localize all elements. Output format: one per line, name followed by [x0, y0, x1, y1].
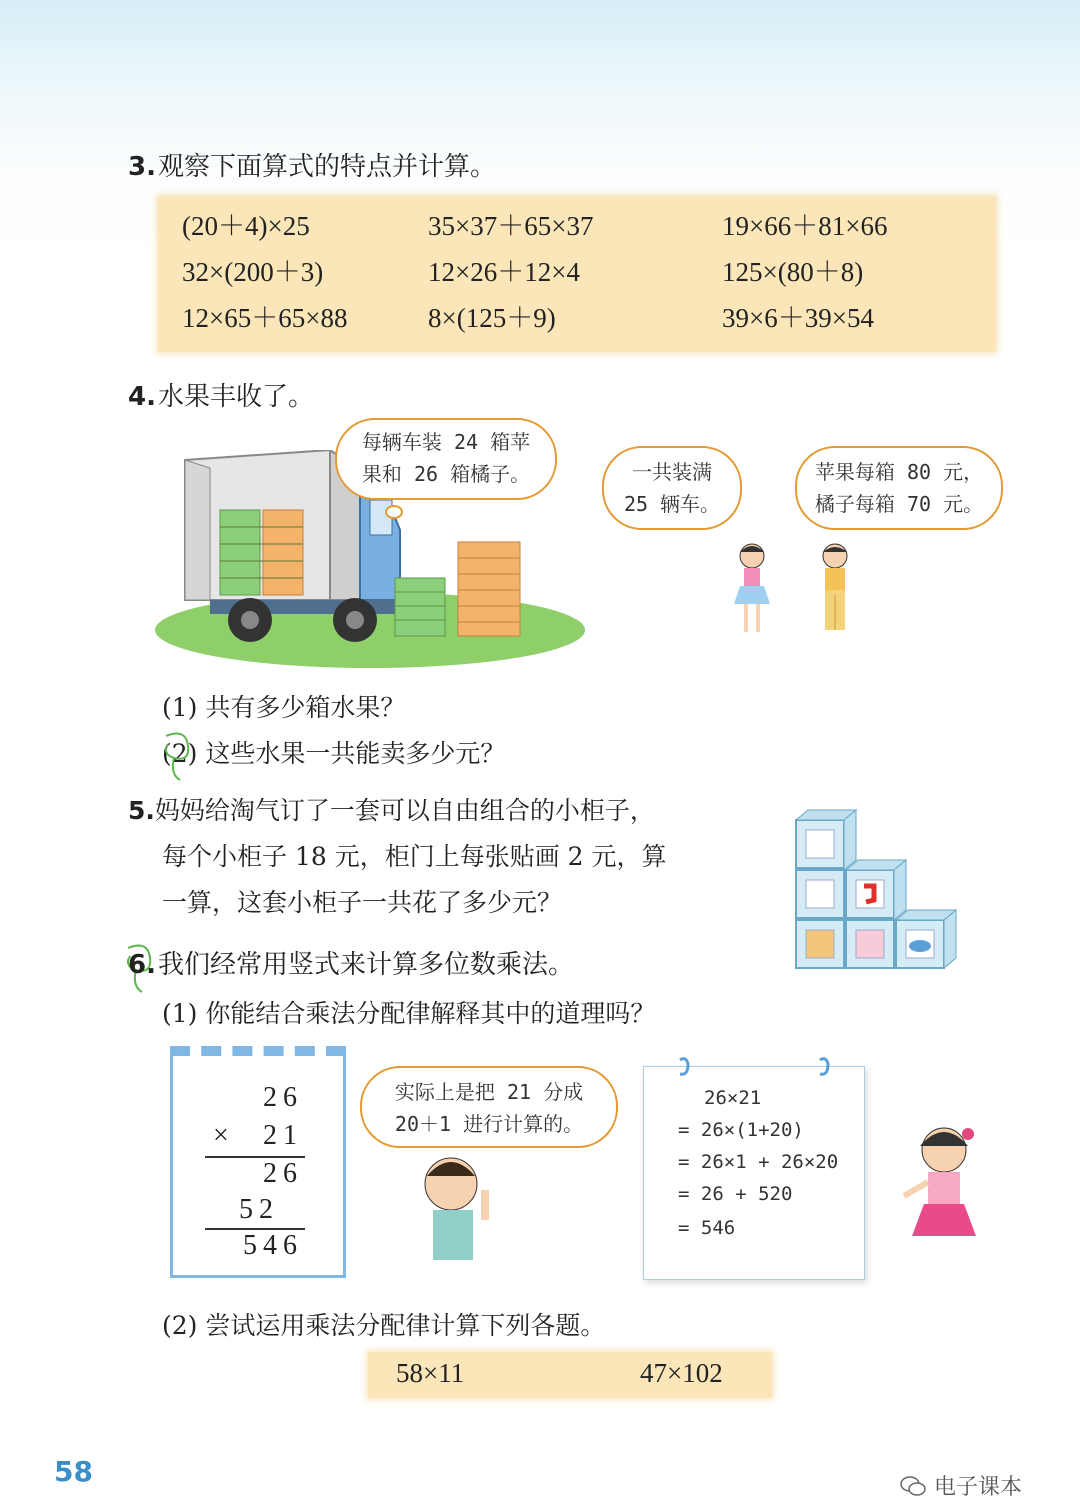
- q6-exercise-2: 47×102: [640, 1358, 723, 1388]
- q3-heading: [128, 146, 496, 183]
- q6-sub1: (1) 你能结合乘法分配律解释其中的道理吗？: [162, 999, 656, 1028]
- q6-title: 我们经常用竖式来计算多位数乘法。: [157, 950, 574, 980]
- q6-bubble-line-2: 20＋1 进行计算的。: [394, 1112, 584, 1136]
- q6-exercise-panel: [368, 1352, 772, 1398]
- q4-sub2: (2) 这些水果一共能卖多少元？: [162, 739, 506, 768]
- q6-boy-figure: [415, 1150, 495, 1280]
- q6-exercise-1: 58×11: [396, 1358, 465, 1388]
- vcalc-multiplier: 21: [263, 1120, 303, 1151]
- q5-text-1: 妈妈给淘气订了一套可以自由组合的小柜子，: [154, 796, 655, 825]
- truck-thought-bubble: [335, 418, 557, 500]
- q5-line-2: 每个小柜子 18 元，柜门上每张贴画 2 元，算: [162, 842, 667, 871]
- crate-stack-outside: [395, 542, 520, 636]
- q5-number: 5.: [128, 796, 155, 825]
- q6-girl-figure: [898, 1116, 988, 1246]
- watermark: [900, 1470, 1022, 1501]
- q3-title: 观察下面算式的特点并计算。: [157, 152, 496, 182]
- vertical-multiplication-card: [170, 1046, 346, 1278]
- q6-sub2: (2) 尝试运用乘法分配律计算下列各题。: [162, 1311, 606, 1340]
- chat-bubble-icon: [900, 1475, 926, 1497]
- q4-heading: [128, 376, 314, 413]
- note-line-4: = 26 + 520: [678, 1183, 793, 1205]
- q5-line-3: 一算，这套小柜子一共花了多少元？: [162, 888, 563, 917]
- watermark-text: 电子课本: [934, 1475, 1023, 1500]
- q6-boy-speech-bubble: [360, 1066, 618, 1148]
- q4-sub1: (1) 共有多少箱水果？: [162, 693, 406, 722]
- vcalc-partial-1: 26: [263, 1158, 303, 1189]
- q3-expression-panel: [158, 196, 996, 352]
- girl-bubble-line-2: 25 辆车。: [623, 492, 721, 516]
- girl-bubble-line-1: 一共装满: [632, 460, 712, 484]
- q3-expr-r3c1: 12×65＋65×88: [182, 303, 348, 333]
- boy-speech-bubble: [795, 446, 1003, 530]
- vcalc-product: 546: [243, 1230, 303, 1261]
- vcalc-partial-2: 52: [239, 1194, 279, 1225]
- boy-bubble-line-2: 橘子每箱 70 元。: [814, 492, 984, 516]
- q3-expr-r3c2: 8×(125＋9): [428, 303, 556, 333]
- thought-dot: [385, 505, 403, 519]
- q3-expr-r1c3: 19×66＋81×66: [722, 211, 888, 241]
- truck-bubble-line-1: 每辆车装 24 箱苹: [361, 430, 531, 454]
- q3-expr-r2c2: 12×26＋12×4: [428, 257, 580, 287]
- cabinet-illustration: [790, 806, 965, 974]
- q6-heading: [128, 944, 574, 981]
- q4-title: 水果丰收了。: [157, 382, 314, 412]
- truck-bubble-line-2: 果和 26 箱橘子。: [361, 462, 531, 486]
- note-line-5: = 546: [678, 1217, 736, 1239]
- vcalc-multiplicand: 26: [263, 1082, 303, 1113]
- note-line-3: = 26×1 + 26×20: [678, 1151, 839, 1173]
- note-line-2: = 26×(1+20): [678, 1119, 804, 1141]
- swirl-marker-icon: [156, 728, 200, 786]
- boy-figure: [805, 540, 865, 640]
- boy-bubble-line-1: 苹果每箱 80 元，: [814, 460, 984, 484]
- q4-number: 4.: [128, 382, 156, 412]
- q3-expr-r2c1: 32×(200＋3): [182, 257, 324, 287]
- note-line-1: 26×21: [704, 1087, 762, 1109]
- q3-expr-r3c3: 39×6＋39×54: [722, 303, 874, 333]
- paper-clips-icon: [672, 1056, 842, 1080]
- q3-expr-r2c3: 125×(80＋8): [722, 257, 864, 287]
- page-number: 58: [54, 1455, 93, 1488]
- q5-line-1: [128, 788, 655, 834]
- girl-speech-bubble: [602, 446, 742, 530]
- q3-expr-r1c1: (20＋4)×25: [182, 211, 310, 241]
- girl-figure: [722, 540, 782, 640]
- q3-number: 3.: [128, 152, 156, 182]
- q3-expr-r1c2: 35×37＋65×37: [428, 211, 594, 241]
- q6-bubble-line-1: 实际上是把 21 分成: [394, 1080, 584, 1104]
- vcalc-times-sign: ×: [213, 1120, 235, 1151]
- note-paper: [643, 1066, 865, 1280]
- q6-number: 6.: [128, 950, 156, 980]
